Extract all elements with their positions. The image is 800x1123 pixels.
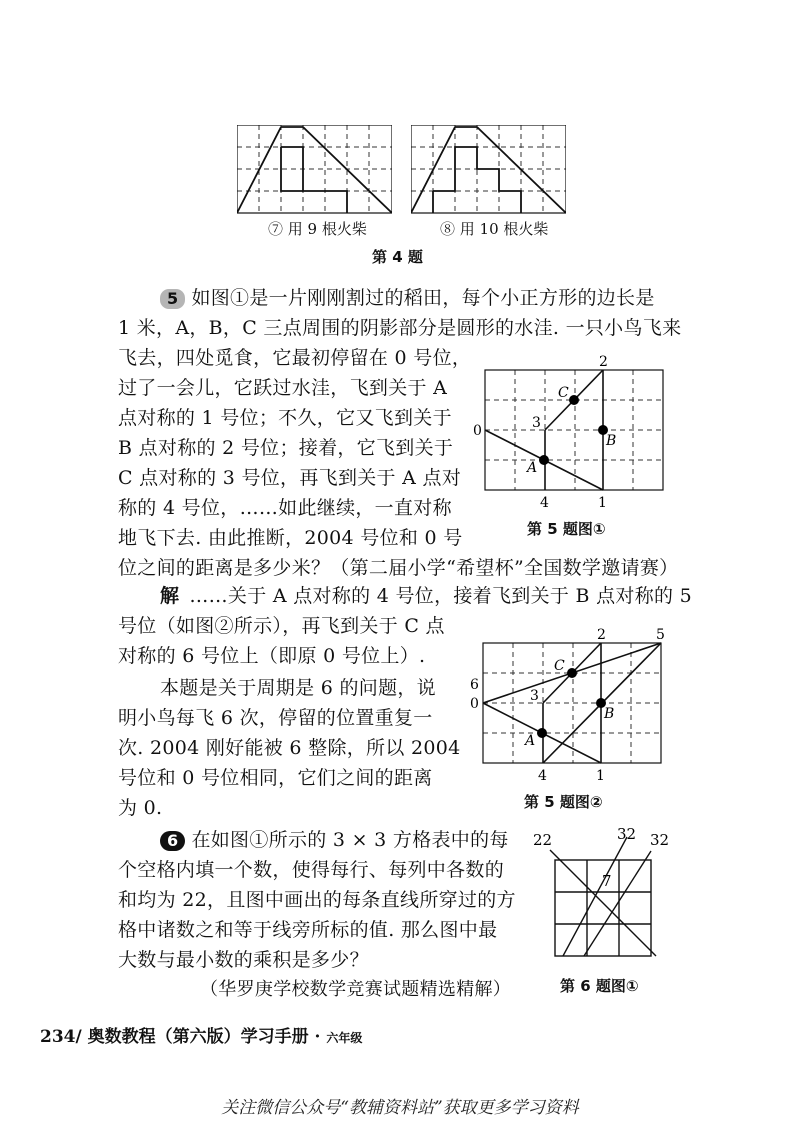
problem4-caption: 第 4 题 — [372, 248, 423, 266]
solution5-line-8: 为 0. — [118, 797, 163, 819]
solution5-line-4: 本题是关于周期是 6 的问题，说 — [160, 677, 436, 699]
problem5-line-6: B 点对称的 2 号位；接着，它飞到关于 — [118, 437, 454, 459]
fig1-label-0: 0 — [473, 423, 482, 439]
fig1-label-A: A — [527, 460, 538, 476]
solution5-line-7: 号位和 0 号位相同，它们之间的距离 — [118, 767, 433, 789]
solution5-line-1: 解 ……关于 A 点对称的 4 号位，接着飞到关于 B 点对称的 5 — [160, 585, 693, 607]
match-figure-8 — [411, 125, 566, 215]
problem5-line-3: 飞去，四处觅食，它最初停留在 0 号位， — [118, 347, 472, 369]
fig1-label-B: B — [606, 433, 617, 449]
problem6-line-3: 和均为 22，且图中画出的每条直线所穿过的方 — [118, 889, 516, 911]
fig6-label-22: 22 — [533, 831, 553, 849]
problem5-line-7: C 点对称的 3 号位，再飞到关于 A 点对 — [118, 467, 462, 489]
fig7-caption: ⑦ 用 9 根火柴 — [268, 220, 367, 238]
problem5-figure2-caption: 第 5 题图② — [524, 793, 603, 811]
fig8-caption: ⑧ 用 10 根火柴 — [440, 220, 549, 238]
fig2-label-0: 0 — [470, 696, 479, 712]
problem5-figure1-caption: 第 5 题图① — [527, 520, 606, 538]
problem6-line-5: 大数与最小数的乘积是多少？ — [118, 949, 369, 971]
fig2-label-C: C — [554, 658, 565, 674]
fig6-cell-7: 7 — [602, 872, 612, 890]
grade-label: 六年级 — [326, 1031, 363, 1045]
fig2-label-6: 6 — [470, 677, 479, 693]
fig2-label-3: 3 — [530, 688, 539, 704]
problem6-line-6: （华罗庚学校数学竞赛试题精选精解） — [200, 979, 512, 1000]
fig1-label-C: C — [558, 385, 569, 401]
problem5-line-1: 5 如图①是一片刚刚割过的稻田，每个小正方形的边长是 — [160, 283, 655, 313]
problem6-line-4: 格中诸数之和等于线旁所标的值. 那么图中最 — [118, 919, 498, 941]
problem5-figure-2 — [466, 625, 681, 785]
page-number: 234 — [40, 1027, 76, 1047]
fig2-label-1: 1 — [596, 768, 605, 784]
fig1-label-4: 4 — [540, 495, 549, 511]
problem6-number: 6 — [160, 831, 185, 851]
page-footer — [40, 1022, 362, 1047]
problem5-line-5: 点对称的 1 号位；不久，它又飞到关于 — [118, 407, 452, 429]
watermark-text: 关注微信公众号“教辅资料站”获取更多学习资料 — [221, 1098, 579, 1118]
fig1-label-1: 1 — [598, 495, 607, 511]
problem5-line-10: 位之间的距离是多少米？（第二届小学“希望杯”全国数学邀请赛） — [118, 557, 679, 579]
fig2-label-4: 4 — [538, 768, 547, 784]
problem5-line-8: 称的 4 号位，……如此继续，一直对称 — [118, 497, 452, 519]
problem6-figure-caption: 第 6 题图① — [560, 977, 639, 995]
fig1-label-2: 2 — [599, 354, 608, 370]
fig1-label-3: 3 — [532, 415, 541, 431]
problem6-line-2: 个空格内填一个数，使得每行、每列中各数的 — [118, 859, 505, 881]
problem5-line-2: 1 米，A，B，C 三点周围的阴影部分是圆形的水洼. 一只小鸟飞来 — [118, 317, 682, 339]
solution5-line-3: 对称的 6 号位上（即原 0 号位上）. — [118, 645, 426, 667]
fig2-label-B: B — [604, 706, 615, 722]
solution5-line-6: 次. 2004 刚好能被 6 整除，所以 2004 — [118, 737, 461, 759]
fig2-label-2: 2 — [597, 627, 606, 643]
problem5-line-9: 地飞下去. 由此推断，2004 号位和 0 号 — [118, 527, 463, 549]
problem5-number: 5 — [160, 289, 185, 309]
solution-label: 解 — [160, 585, 180, 607]
fig6-label-32b: 32 — [650, 831, 670, 849]
book-title: / 奥数教程（第六版）学习手册 · — [75, 1027, 321, 1047]
solution5-line-5: 明小鸟每飞 6 次，停留的位置重复一 — [118, 707, 433, 729]
solution5-line-2: 号位（如图②所示），再飞到关于 C 点 — [118, 615, 445, 637]
fig2-label-5: 5 — [656, 627, 665, 643]
fig2-label-A: A — [525, 733, 536, 749]
problem6-figure — [528, 823, 678, 963]
match-figure-7 — [237, 125, 392, 215]
problem5-line-4: 过了一会儿，它跃过水洼，飞到关于 A — [118, 377, 448, 399]
problem6-line-1: 6 在如图①所示的 3 × 3 方格表中的每 — [160, 825, 509, 855]
fig6-label-32a: 32 — [617, 825, 637, 843]
problem5-figure-1 — [468, 352, 683, 512]
